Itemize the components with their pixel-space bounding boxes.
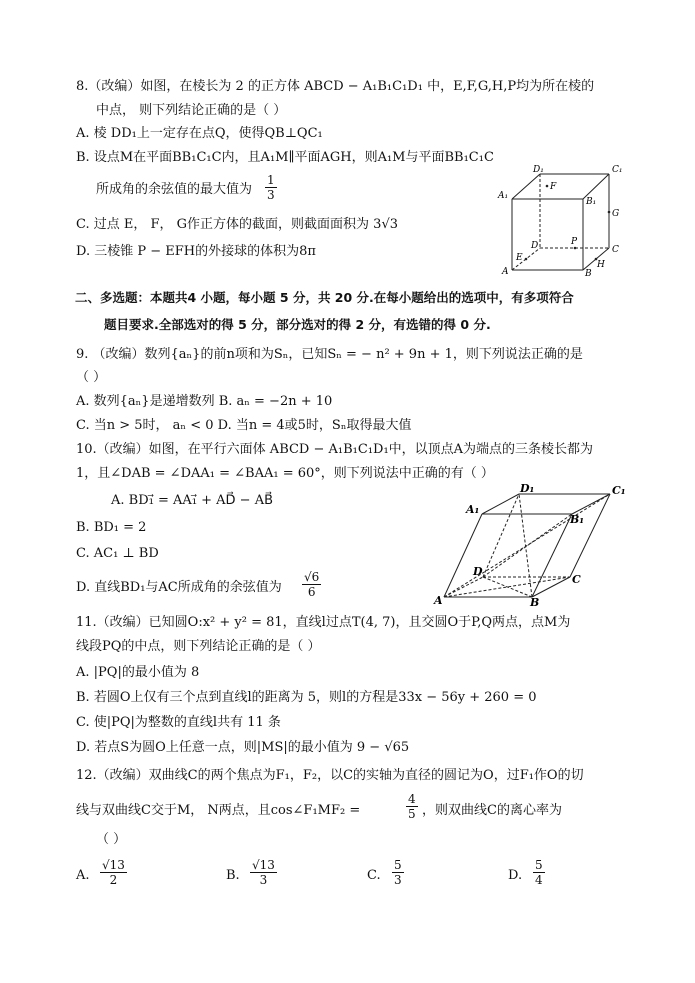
q9-stem-line1: 9. （改编）数列{aₙ}的前n项和为Sₙ，已知Sₙ = − n² + 9n + 1，则下列说法正确的是 — [76, 347, 583, 362]
q10-stem-line2: 1，且∠DAB = ∠DAA₁ = ∠BAA₁ = 60°，则下列说法中正确的有（ ） — [76, 466, 494, 481]
section-heading-line1: 二、多选题：本题共4 小题，每小题 5 分，共 20 分.在每小题给出的选项中，有多项符合 — [75, 290, 574, 305]
parallelepiped-figure — [432, 480, 632, 608]
q8-option-c: C. 过点 E， F， G作正方体的截面，则截面面积为 3√3 — [76, 217, 398, 232]
q12-option-c-label: C. — [367, 868, 381, 883]
label-C1: C₁ — [612, 165, 623, 175]
q10-stem-line1: 10.（改编）如图，在平行六面体 ABCD − A₁B₁C₁D₁中，以顶点A为端点的三条棱长都为 — [76, 442, 594, 457]
q12-a-numerator: √13 — [102, 858, 125, 872]
q12-cos-fraction — [406, 792, 418, 821]
label-C: C — [612, 245, 619, 255]
q11-option-d: D. 若点S为圆O上任意一点，则|MS|的最小值为 9 − √65 — [76, 740, 410, 755]
q12-option-d-fraction — [533, 858, 545, 887]
q12-stem-line3: （ ） — [96, 832, 127, 847]
q12-option-b-label: B. — [226, 868, 240, 883]
q11-stem-line1: 11.（改编）已知圆O:x² + y² = 81，直线l过点T(4, 7)，且交圆O于P,Q两点，点M为 — [76, 615, 571, 630]
q10-d-numerator: √6 — [304, 570, 320, 584]
q8-b-denominator: 3 — [267, 188, 275, 202]
label-A: A — [434, 594, 443, 607]
label-A1: A₁ — [466, 503, 480, 516]
q12-option-a-fraction — [100, 858, 127, 887]
q8-stem-line2: 中点， 则下列结论正确的是（ ） — [96, 103, 287, 118]
q12-option-d-label: D. — [508, 868, 523, 883]
q8-b-numerator: 1 — [267, 173, 275, 187]
label-A1: A₁ — [498, 191, 509, 201]
q12-option-c-fraction — [392, 858, 404, 887]
label-E: E — [516, 253, 523, 263]
label-B: B — [530, 596, 540, 608]
label-D1: D₁ — [520, 482, 535, 495]
q8-stem-line1: 8.（改编）如图，在棱长为 2 的正方体 ABCD − A₁B₁C₁D₁ 中，E,F,G,H,P均为所在棱的 — [76, 79, 595, 94]
q9-options-cd: C. 当n > 5时， aₙ < 0 D. 当n = 4或5时，Sₙ取得最大值 — [76, 418, 412, 433]
q12-stem-line1: 12.（改编）双曲线C的两个焦点为F₁，F₂，以C的实轴为直径的圆记为O，过F₁作O的切 — [76, 768, 584, 783]
label-A: A — [502, 267, 509, 277]
label-C: C — [572, 573, 581, 586]
q12-option-a-label: A. — [76, 868, 90, 883]
label-D: D — [531, 241, 539, 251]
label-G: G — [612, 209, 620, 219]
section-heading-line2: 题目要求.全部选对的得 5 分，部分选对的得 2 分，有选错的得 0 分. — [104, 317, 491, 332]
q8-option-a: A. 棱 DD₁上一定存在点Q，使得QB⊥QC₁ — [76, 126, 323, 141]
q11-option-b: B. 若圆O上仅有三个点到直线l的距离为 5，则l的方程是33x − 56y + 260 = 0 — [76, 690, 537, 705]
q12-b-numerator: √13 — [252, 858, 275, 872]
q8-option-b-line2: 所成角的余弦值的最大值为 — [96, 182, 253, 197]
label-B1: B₁ — [570, 513, 585, 526]
q12-stem-line2a: 线与双曲线C交于M， N两点，且cos∠F₁MF₂ = — [76, 803, 361, 818]
q8-option-b-fraction — [265, 173, 277, 202]
q10-option-d: D. 直线BD₁与AC所成角的余弦值为 — [76, 580, 282, 595]
q11-option-a: A. |PQ|的最小值为 8 — [76, 665, 200, 680]
q12-d-numerator: 5 — [535, 858, 543, 872]
q12-b-denominator: 3 — [259, 873, 268, 887]
q10-option-d-fraction — [302, 570, 321, 599]
label-D1: D₁ — [533, 165, 544, 175]
label-B1: B₁ — [586, 197, 597, 207]
cube-figure — [495, 162, 630, 277]
label-B: B — [585, 269, 592, 277]
q8-option-d: D. 三棱锥 P − EFH的外接球的体积为8π — [76, 244, 316, 259]
label-D: D — [473, 565, 483, 578]
label-H: H — [597, 260, 605, 270]
q12-stem-line2b: ，则双曲线C的离心率为 — [422, 803, 562, 818]
q12-c-numerator: 5 — [394, 858, 402, 872]
label-P: P — [571, 237, 578, 247]
q10-option-b: B. BD₁ = 2 — [76, 520, 147, 535]
q11-option-c: C. 使|PQ|为整数的直线l共有 11 条 — [76, 715, 281, 730]
label-C1: C₁ — [612, 484, 626, 497]
q12-d-denominator: 4 — [535, 873, 543, 887]
q12-option-b-fraction — [250, 858, 277, 887]
q10-d-denominator: 6 — [307, 585, 316, 599]
q10-option-a: A. BD₁⃗ = AA₁⃗ + AD⃗ − AB⃗ — [111, 493, 274, 508]
q12-cos-numerator: 4 — [408, 792, 416, 806]
q12-a-denominator: 2 — [109, 873, 118, 887]
q11-stem-line2: 线段PQ的中点，则下列结论正确的是（ ） — [76, 639, 321, 654]
q8-option-b-line1: B. 设点M在平面BB₁C₁C内，且A₁M∥平面AGH，则A₁M与平面BB₁C₁C — [76, 150, 494, 165]
q12-c-denominator: 3 — [394, 873, 402, 887]
q10-option-c: C. AC₁ ⊥ BD — [76, 546, 159, 561]
q12-cos-denominator: 5 — [408, 807, 416, 821]
label-F: F — [550, 182, 557, 192]
q9-options-ab: A. 数列{aₙ}是递增数列 B. aₙ = −2n + 10 — [76, 394, 333, 409]
q9-stem-line2: （ ） — [76, 370, 107, 385]
